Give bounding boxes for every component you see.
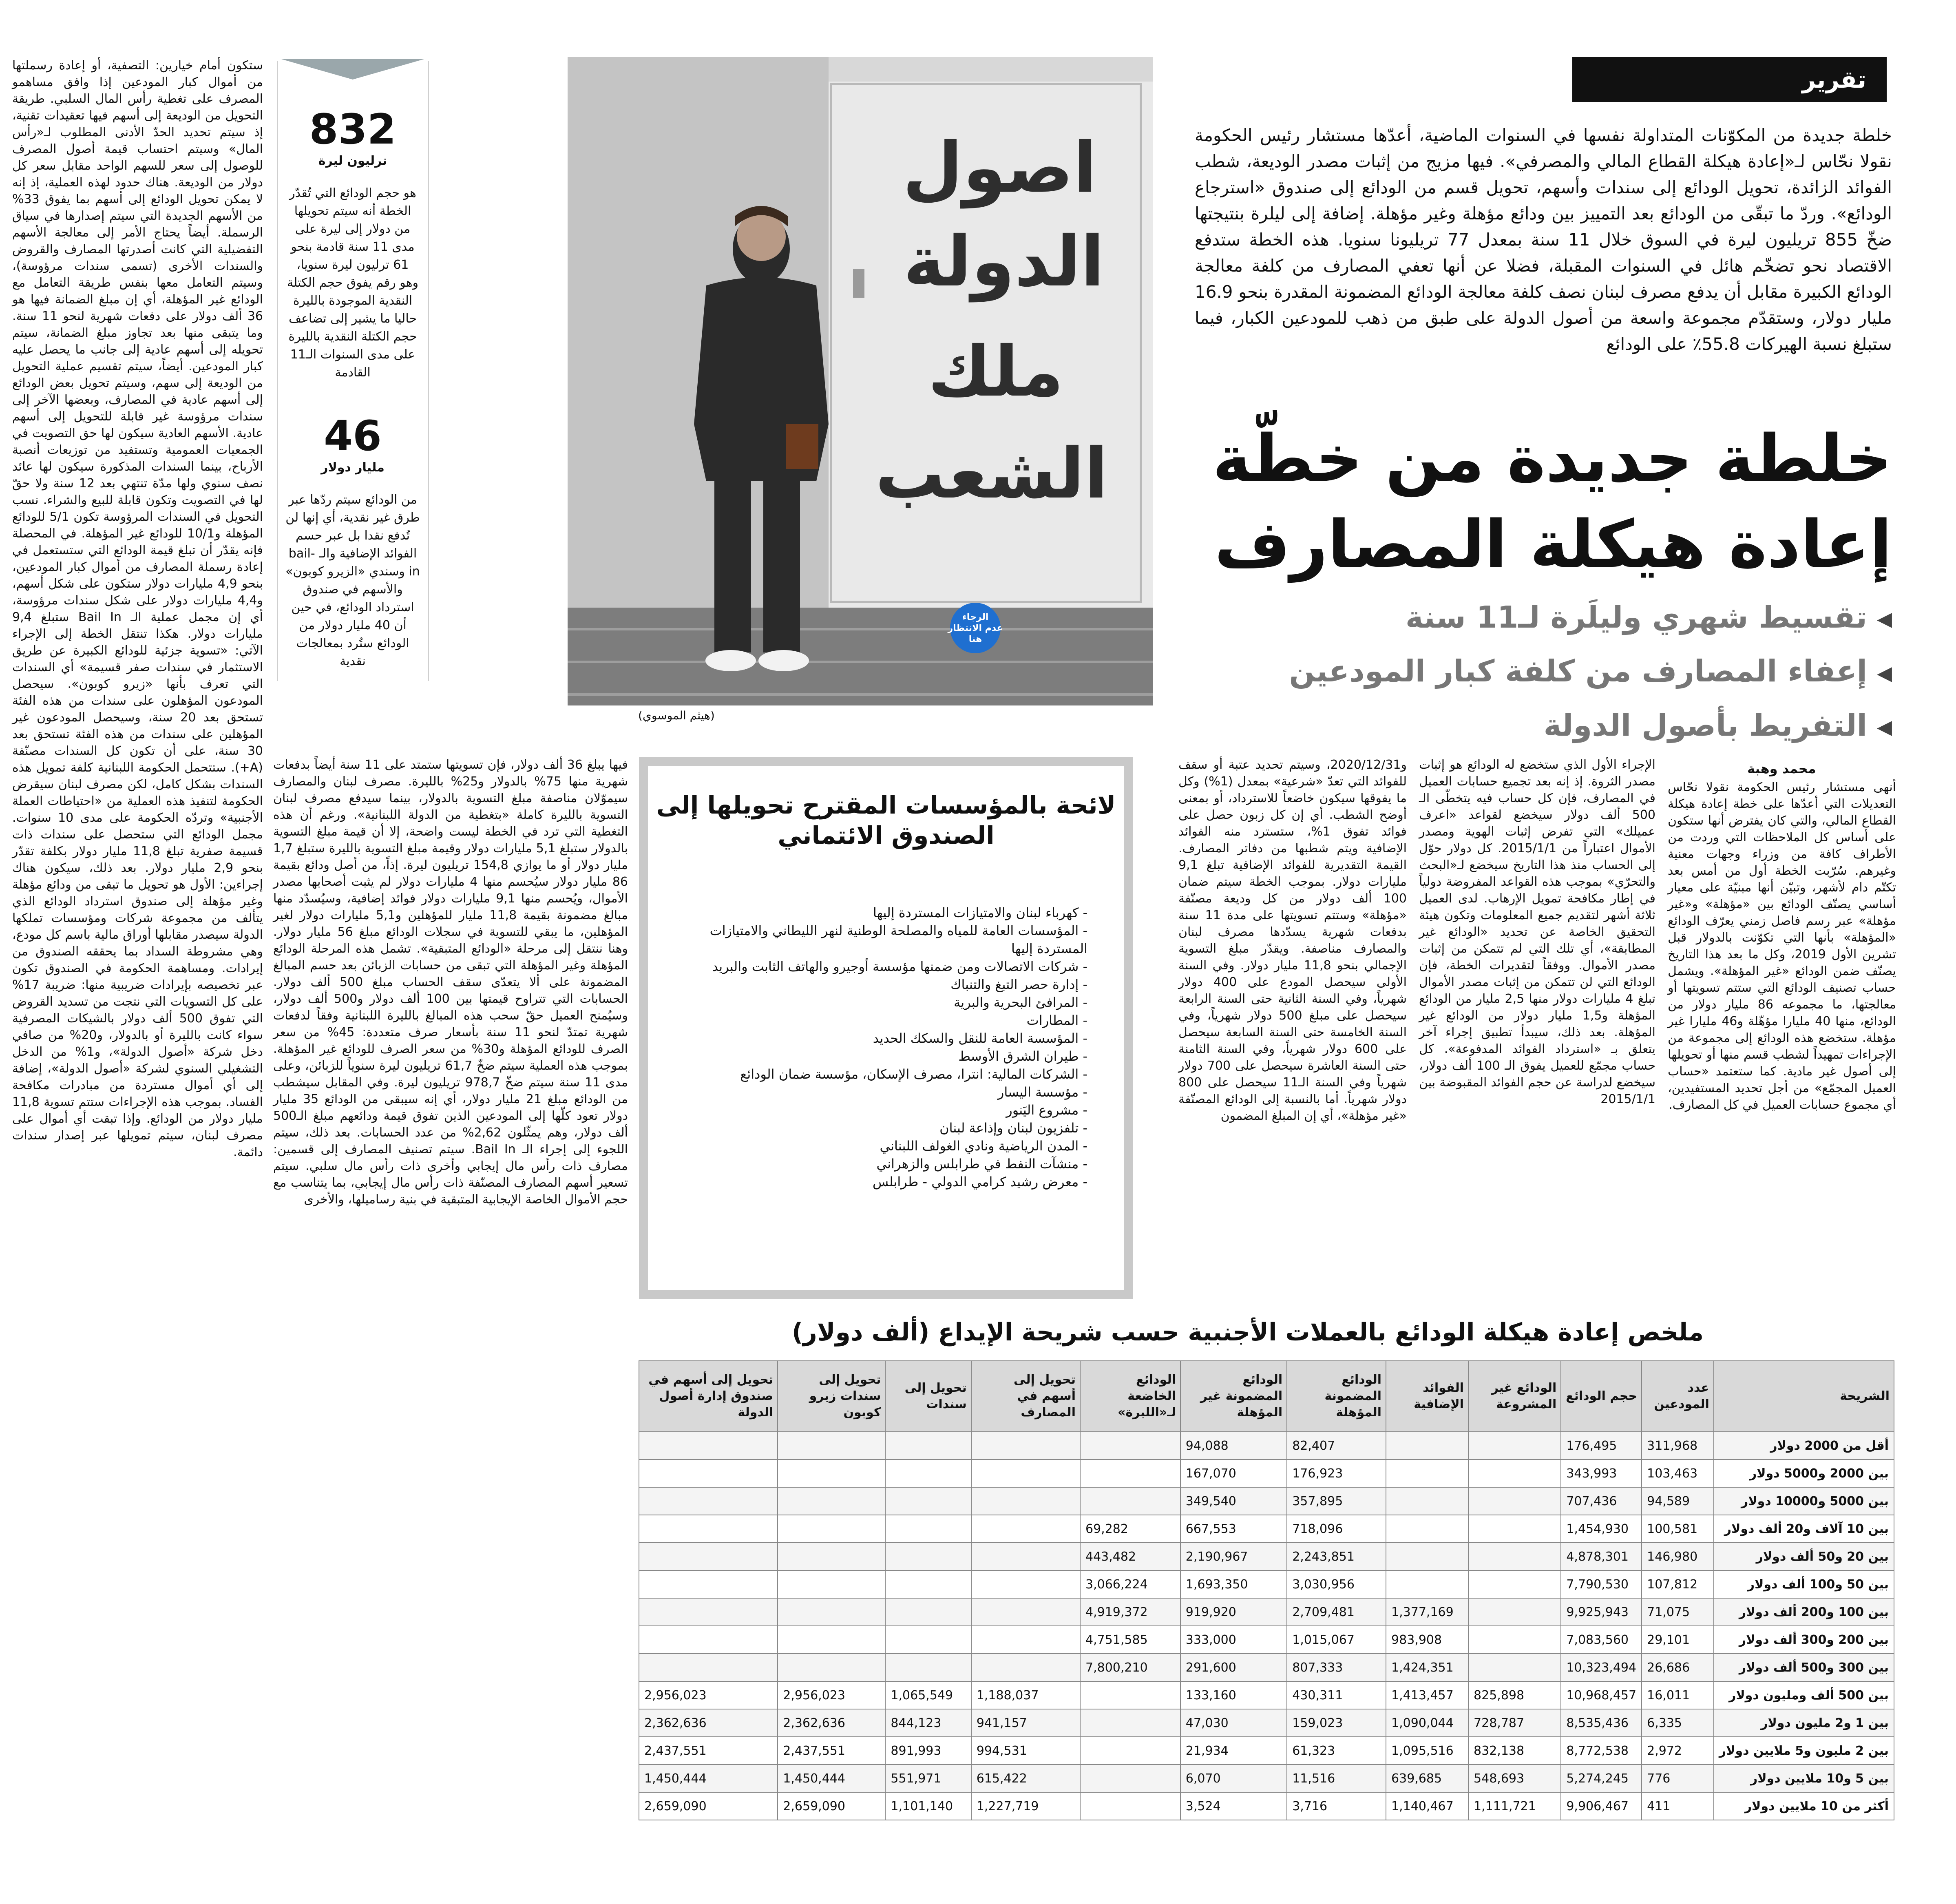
table-cell <box>1386 1515 1468 1543</box>
table-row-label: بين 5000 و10000 دولار <box>1714 1487 1894 1515</box>
table-cell: 2,437,551 <box>778 1737 885 1765</box>
table-cell: 1,015,067 <box>1287 1626 1386 1654</box>
table-cell: 1,140,467 <box>1386 1792 1468 1820</box>
table-cell: 548,693 <box>1468 1765 1561 1792</box>
table-cell: 8,535,436 <box>1561 1709 1642 1737</box>
table-row-label: بين 1 و2 مليون دولار <box>1714 1709 1894 1737</box>
table-cell <box>1468 1570 1561 1598</box>
table-cell: 2,956,023 <box>778 1681 885 1709</box>
table-cell <box>1386 1543 1468 1570</box>
table-row-label: بين 100 و200 ألف دولار <box>1714 1598 1894 1626</box>
table-cell <box>1080 1487 1180 1515</box>
table-cell <box>885 1432 971 1460</box>
table-cell <box>1468 1432 1561 1460</box>
table-cell: 443,482 <box>1080 1543 1180 1570</box>
table-cell <box>1080 1709 1180 1737</box>
table-cell <box>1468 1460 1561 1487</box>
table-cell: 11,516 <box>1287 1765 1386 1792</box>
news-photo <box>568 57 1153 705</box>
list-item: - المطارات <box>1026 1013 1087 1028</box>
table-cell: 1,450,444 <box>639 1765 778 1792</box>
table-cell: 82,407 <box>1287 1432 1386 1460</box>
bullet-text: التفريط بأصول الدولة <box>1543 708 1868 743</box>
table-cell: 994,531 <box>971 1737 1080 1765</box>
table-header-cell: الودائع المضمونة المؤهلة <box>1287 1361 1386 1432</box>
table-row <box>639 1626 1894 1654</box>
table-cell <box>1468 1626 1561 1654</box>
table-cell <box>971 1487 1080 1515</box>
table-cell <box>1386 1432 1468 1460</box>
headline-line: خلطة جديدة من خطّة <box>1212 420 1892 497</box>
triangle-left-icon: ◀ <box>1877 608 1892 631</box>
list-item: - مؤسسة اليسار <box>997 1084 1087 1100</box>
table-header-cell: عدد المودعين <box>1642 1361 1714 1432</box>
table-cell <box>971 1570 1080 1598</box>
table-cell <box>1386 1570 1468 1598</box>
table-cell: 891,993 <box>885 1737 971 1765</box>
table-cell <box>1080 1681 1180 1709</box>
list-item: - تلفزيون لبنان وإذاعة لبنان <box>939 1120 1087 1136</box>
table-cell: 69,282 <box>1080 1515 1180 1543</box>
bullet-item <box>1178 699 1892 753</box>
deposits-table <box>639 1360 1894 1820</box>
table-cell: 2,362,636 <box>639 1709 778 1737</box>
table-cell: 100,581 <box>1642 1515 1714 1543</box>
table-row-label: أكثر من 10 ملايين دولار <box>1714 1792 1894 1820</box>
table-cell: 6,335 <box>1642 1709 1714 1737</box>
triangle-left-icon: ◀ <box>1877 716 1892 739</box>
table-cell: 1,188,037 <box>971 1681 1080 1709</box>
table-cell: 3,716 <box>1287 1792 1386 1820</box>
table-cell: 349,540 <box>1180 1487 1287 1515</box>
table-cell <box>778 1654 885 1681</box>
table-row-label: بين 500 ألف ومليون دولار <box>1714 1681 1894 1709</box>
table-cell: 4,878,301 <box>1561 1543 1642 1570</box>
table-cell <box>639 1460 778 1487</box>
table-row <box>639 1737 1894 1765</box>
list-item: - المؤسسات العامة للمياه والمصلحة الوطنية لنهر الليطاني والامتيازات المستردة إليها <box>709 923 1087 956</box>
table-cell <box>971 1432 1080 1460</box>
table-body <box>639 1432 1894 1820</box>
table-cell: 2,362,636 <box>778 1709 885 1737</box>
table-cell: 807,333 <box>1287 1654 1386 1681</box>
graffiti-line: اصول <box>902 128 1097 208</box>
table-cell <box>885 1487 971 1515</box>
table-cell <box>971 1460 1080 1487</box>
table-cell: 2,956,023 <box>639 1681 778 1709</box>
table-cell <box>639 1626 778 1654</box>
table-cell <box>885 1598 971 1626</box>
table-row <box>639 1598 1894 1626</box>
table-cell: 8,772,538 <box>1561 1737 1642 1765</box>
table-cell <box>639 1515 778 1543</box>
table-cell: 411 <box>1642 1792 1714 1820</box>
table-row <box>639 1792 1894 1820</box>
table-header-cell: حجم الودائع <box>1561 1361 1642 1432</box>
table-cell: 1,227,719 <box>971 1792 1080 1820</box>
table-cell: 26,686 <box>1642 1654 1714 1681</box>
table-cell: 291,600 <box>1180 1654 1287 1681</box>
table-row <box>639 1765 1894 1792</box>
table-cell: 94,088 <box>1180 1432 1287 1460</box>
table-row-label: بين 20 و50 ألف دولار <box>1714 1543 1894 1570</box>
table-row-label: بين 50 و100 ألف دولار <box>1714 1570 1894 1598</box>
table-cell <box>1468 1487 1561 1515</box>
article-column: أنهى مستشار رئيس الحكومة نقولا نحّاس التعديلات التي أعدّها على خطة إعادة هيكلة القطاع المالي، والتي كان يفترض أنها ستكون على أساس كل الملاحظات التي وردت من الأطراف كافة من وزراء وجهات معنية وغيرهم. سُرّبت الخطة أول من أمس بعد تكتّم دام لأشهر، وتبيّن أنها مبنيّة على معيار أساسي يصنّف الودائع بين «مؤهلة» و«غير مؤهلة» عبر رسم فاصل زمني يعرّف الودائع «المؤهلة» بأنها التي تكوّنت بالدولار قبل تشرين الأول 2019، وكل ما بعد هذا التاريخ يصنّف ضمن الودائع «غير المؤهلة». ويشمل حساب تصنيف الودائع التي ستتم تسويتها أو معالجتها، ما مجموعه 86 مليار دولار من الودائع، منها 40 مليارا مؤهّلة و46 مليارا غير مؤهلة. ستخضع هذه الودائع إلى مجموعة من الإجراءات تمهيداً لشطب قسم منها أو تحويلها إلى أصول غير مادية. كما ستعتمد «حساب العميل المجمّع» من أجل تحديد المستفيدين، أي مجموع حسابات العميل في كل المصارف. <box>1668 780 1896 1112</box>
bullet-item <box>1178 591 1892 645</box>
list-item: - شركات الاتصالات ومن ضمنها مؤسسة أوجيرو والهاتف الثابت والبريد <box>712 959 1087 974</box>
table-cell <box>1468 1543 1561 1570</box>
table-cell: 844,123 <box>885 1709 971 1737</box>
table-cell <box>885 1654 971 1681</box>
table-cell <box>639 1570 778 1598</box>
list-item: - إدارة حصر التبغ والتنباك <box>950 977 1087 992</box>
list-item: - مشروع اليَنور <box>1006 1102 1087 1118</box>
table-cell: 10,968,457 <box>1561 1681 1642 1709</box>
table-cell: 1,090,044 <box>1386 1709 1468 1737</box>
article-column: فيها يبلغ 36 ألف دولار، فإن تسويتها ستمتد على 11 سنة أيضاً بدفعات شهرية منها 75% بالدولار و25% بالليرة. مصرف لبنان والمصارف سيموّلان مناصفة مبلغ التسوية بالدولار، بينما سيدفع مصرف لبنان التسوية بالليرة كاملة «بتغطية من الدولة اللبنانية». ورغم أن هذه التغطية التي ترد في الخطة ليست واضحة، إلا أن قيمة مبلغ التسوية بالدولار ستبلغ 5,1 مليارات دولار وقيمة مبلغ التسوية بالليرة ستبلغ 1,7 مليار دولار أو ما يوازي 154,8 تريليون ليرة. إذاً، من أصل ودائع بقيمة 86 مليار دولار سيُحسم منها 4 مليارات دولار لم يثبت أصحابها مصدر الأموال، ويُحسم منها 9,1 مليارات دولار فوائد إضافية، وسيُسدّد منها مبالغ مضمونة بقيمة 11,8 مليار للمؤهلين و5,1 مليارات دولار لغير المؤهلين، ما يبقي للتسوية في سجلات الودائع مبلغ 56 مليار دولار. وهنا ننتقل إلى مرحلة «الودائع المتبقية». تشمل هذه المرحلة الودائع المؤهلة وغير المؤهلة التي تبقى من حسابات الزبائن بعد حسم المبالغ المضمونة على ألا يتعدّى سقف الحساب مبلغ 500 ألف دولار. الحسابات التي تتراوح قيمتها بين 100 ألف دولار و500 ألف دولار، وسيُمنح العميل حقّ سحب هذه المبالغ بالليرة اللبنانية وفقاً لدفعات شهرية تمتدّ لنحو 11 سنة بأسعار صرف متعددة: 45% من سعر الصرف للودائع المؤهلة و30% من سعر الصرف للودائع غير المؤهلة. بموجب هذه العملية سيتم ضخّ 61,7 تريليون ليرة سنوياً للزبائن، وعلى مدى 11 سنة سيتم ضخّ 978,7 تريليون ليرة. وفي المقابل سيشطب من الودائع مبلغ 21 مليار دولار، أي إنه سيبقى من الودائع 35 مليار دولار تعود كلّها إلى المودعين الذين تفوق قيمة ودائعهم مبلغ الـ500 ألف دولار، وهم يمثّلون 2,62% من عدد الحسابات. بعد ذلك، سيتم اللجوء إلى إجراء الـ Bail In. سيتم تصنيف المصارف إلى قسمين: مصارف ذات رأس مال إيجابي وأخرى ذات رأس مال سلبي. سيتم تسعير أسهم المصارف المصنّفة ذات رأس مال إيجابي، بما يتناسب مع حجم الأموال الخاصة الإيجابية المتبقية في بنية رساميلها، والأخرى <box>273 758 628 1207</box>
table-cell: 7,800,210 <box>1080 1654 1180 1681</box>
table-cell <box>639 1654 778 1681</box>
table-cell <box>778 1570 885 1598</box>
author-byline: محمد وهبة <box>1747 761 1816 776</box>
table-cell <box>971 1515 1080 1543</box>
intro-paragraph: خلطة جديدة من المكوّنات المتداولة نفسها في السنوات الماضية، أعدّها مستشار رئيس الحكومة نقولا نحّاس لـ«إعادة هيكلة القطاع المالي والمصرفي». فيها مزيج من إثبات مصدر الوديعة، شطب الفوائد الزائدة، تحويل الودائع إلى سندات وأسهم، تحويل قسم من الودائع إلى صندوق «استرجاع الودائع». وردّ ما تبقّى من الودائع بعد التمييز بين ودائع مؤهلة وغير مؤهلة. إضافة إلى ليلرة بنتيجتها ضخّ 855 تريليون ليرة في السوق خلال 11 سنة بمعدل 77 تريليونا سنويا. هذه الخطة ستدفع الاقتصاد نحو تضخّم هائل في السنوات المقبلة، فضلا عن أنها تعفي المصارف من كلفة معالجة الودائع الكبيرة مقابل أن يدفع مصرف لبنان نصف كلفة معالجة الودائع المضمونة المقدرة بنحو 16.9 مليار دولار، وستقدّم مجموعة واسعة من أصول الدولة على طبق من ذهب للمودعين الكبار، فيما ستبلغ نسبة الهيركات 55.8٪ على الودائع <box>1195 125 1892 354</box>
table-header-cell: الشريحة <box>1714 1361 1894 1432</box>
table-row-label: بين 10 آلاف و20 ألف دولار <box>1714 1515 1894 1543</box>
table-cell <box>885 1626 971 1654</box>
article-column: و2020/12/31، وسيتم تحديد عتبة أو سقف للفوائد التي تعدّ «شرعية» بمعدل (1%) وكل ما يفوقها سيكون خاضعاً للاسترداد، أو بمعنى أوضح الشطب. أي إن كل زبون حصل على فوائد تفوق 1%، ستسترد منه الفوائد الإضافية ويتم شطبها من دفاتر المصارف. القيمة التقديرية للفوائد الإضافية تبلغ 9,1 مليارات دولار. بموجب الخطة سيتم ضمان 100 ألف دولار من كل وديعة مصنّفة «مؤهلة» وستتم تسويتها على مدة 11 سنة بدفعات شهرية يسدّدها مصرف لبنان والمصارف مناصفة. ويقدّر مبلغ التسوية الإجمالي بنحو 11,8 مليار دولار. وفي السنة الأولى سيحصل المودع على 400 دولار شهرياً، وفي السنة الثانية حتى السنة الرابعة سيحصل على مبلغ 500 دولار شهرياً، وفي السنة الخامسة حتى السنة السابعة سيحصل على 600 دولار شهرياً، وفي السنة الثامنة حتى السنة العاشرة سيحصل على 700 دولار شهرياً وفي السنة الـ11 سيحصل على 800 دولار شهرياً. أما بالنسبة إلى الودائع المصنّفة «غير مؤهلة»، أي إن المبلغ المضمون <box>1178 758 1407 1123</box>
table-cell: 10,323,494 <box>1561 1654 1642 1681</box>
table-cell: 2,659,090 <box>778 1792 885 1820</box>
table-cell: 728,787 <box>1468 1709 1561 1737</box>
table-cell <box>971 1654 1080 1681</box>
table-cell <box>885 1515 971 1543</box>
sidebar-triangle-icon <box>281 59 424 80</box>
table-cell <box>639 1598 778 1626</box>
table-header-cell: الفوائد الإضافية <box>1386 1361 1468 1432</box>
table-cell: 1,424,351 <box>1386 1654 1468 1681</box>
table-cell: 639,685 <box>1386 1765 1468 1792</box>
table-row-label: بين 2 مليون و5 ملايين دولار <box>1714 1737 1894 1765</box>
table-cell <box>778 1432 885 1460</box>
table-cell: 343,993 <box>1561 1460 1642 1487</box>
table-cell <box>1468 1654 1561 1681</box>
table-cell: 47,030 <box>1180 1709 1287 1737</box>
table-header-cell: الودائع الخاضعة لـ«الليرة» <box>1080 1361 1180 1432</box>
table-row-label: بين 300 و500 ألف دولار <box>1714 1654 1894 1681</box>
table-cell <box>971 1543 1080 1570</box>
list-item: - كهرباء لبنان والامتيازات المستردة إليها <box>873 905 1087 920</box>
photo-credit: (هيثم الموسوي) <box>638 709 715 722</box>
table-cell: 430,311 <box>1287 1681 1386 1709</box>
table-title: ملخص إعادة هيكلة الودائع بالعملات الأجنبية حسب شريحة الإيداع (ألف دولار) <box>791 1318 1704 1347</box>
table-row <box>639 1709 1894 1737</box>
table-cell <box>1080 1737 1180 1765</box>
table-cell: 4,751,585 <box>1080 1626 1180 1654</box>
table-cell: 133,160 <box>1180 1681 1287 1709</box>
institutions-box <box>639 757 1133 1299</box>
graffiti-line: الشعب <box>875 433 1108 514</box>
box-title: لائحة بالمؤسسات المقترح تحويلها إلى الصندوق الائتماني <box>656 791 1116 850</box>
table-header-cell: تحويل إلى أسهم في المصارف <box>971 1361 1080 1432</box>
list-item: - معرض رشيد كرامي الدولي - طرابلس <box>873 1174 1087 1190</box>
table-cell: 551,971 <box>885 1765 971 1792</box>
table-row-label: بين 200 و300 ألف دولار <box>1714 1626 1894 1654</box>
table-header-cell: الودائع غير المشروعة <box>1468 1361 1561 1432</box>
headline-line: إعادة هيكلة المصارف <box>1214 506 1892 582</box>
list-item: - الشركات المالية: انترا، مصرف الإسكان، مؤسسة ضمان الودائع <box>740 1066 1087 1082</box>
sign-line: عدم الانتظار <box>948 623 1003 633</box>
table-cell: 615,422 <box>971 1765 1080 1792</box>
table-row <box>639 1487 1894 1515</box>
table-cell: 7,083,560 <box>1561 1626 1642 1654</box>
table-header-cell: تحويل إلى أسهم في صندوق إدارة أصول الدولة <box>639 1361 778 1432</box>
stat-number: 832 <box>309 105 396 154</box>
table-row-label: بين 5 و10 ملايين دولار <box>1714 1765 1894 1792</box>
bullet-item <box>1178 645 1892 699</box>
table-cell <box>971 1598 1080 1626</box>
table-cell: 311,968 <box>1642 1432 1714 1460</box>
table-cell: 667,553 <box>1180 1515 1287 1543</box>
table-cell <box>971 1626 1080 1654</box>
table-cell <box>1080 1460 1180 1487</box>
table-row <box>639 1654 1894 1681</box>
table-cell <box>778 1515 885 1543</box>
table-header-cell: تحويل إلى سندات <box>885 1361 971 1432</box>
table-row-label: بين 2000 و5000 دولار <box>1714 1460 1894 1487</box>
table-row <box>639 1681 1894 1709</box>
table-cell <box>778 1598 885 1626</box>
section-tag-label: تقرير <box>1802 66 1866 93</box>
table-cell <box>778 1460 885 1487</box>
table-row <box>639 1515 1894 1543</box>
table-cell <box>639 1487 778 1515</box>
table-cell <box>778 1626 885 1654</box>
table-cell <box>1080 1792 1180 1820</box>
table-cell: 16,011 <box>1642 1681 1714 1709</box>
graffiti-line: ملك <box>928 332 1064 412</box>
article-column: الإجراء الأول الذي ستخضع له الودائع هو إثبات مصدر الثروة. إذ إنه بعد تجميع حسابات العميل في المصارف، فإن كل حساب فيه يتخطّى الـ 500 ألف دولار سيخضع لقواعد «اعرف عميلك» التي تفرض إثبات الهوية ومصدر الأموال اعتباراً من 2015/1/1. كل دولار حوّل إلى الحساب منذ هذا التاريخ سيخضع لـ«البحث والتحرّي» بموجب هذه القواعد المفروضة دولياً في إطار مكافحة تمويل الإرهاب. لدى العميل ثلاثة أشهر لتقديم جميع المعلومات وتكون هيئة التحقيق الخاصة عن تحديد «الودائع غير المطابقة»، أي تلك التي لم تتمكن من إثبات مصدر الأموال. ووفقاً لتقديرات الخطة، فإن الودائع التي لن تتمكن من إثبات مصدر الأموال تبلغ 4 مليارات دولار منها 2,5 مليار من الودائع المؤهلة و1,5 مليار دولار من الودائع غير المؤهلة. بعد ذلك، سيبدأ تطبيق إجراء آخر يتعلق بـ «استرداد الفوائد المدفوعة». كل حساب مجمّع للعميل يفوق الـ 100 ألف دولار، سيخضع لدراسة عن حجم الفوائد المقبوضة بين 2015/1/1 <box>1419 758 1655 1106</box>
stat-unit: ترليون ليرة <box>318 154 387 168</box>
table-cell: 1,111,721 <box>1468 1792 1561 1820</box>
bullet-text: تقسيط شهري وليلَرة لـ11 سنة <box>1405 600 1868 635</box>
table-cell: 107,812 <box>1642 1570 1714 1598</box>
table-cell: 21,934 <box>1180 1737 1287 1765</box>
table-row <box>639 1543 1894 1570</box>
box-list <box>648 904 1124 1191</box>
table-row <box>639 1432 1894 1460</box>
stat-block <box>281 105 424 382</box>
list-item: - طيران الشرق الأوسط <box>958 1048 1087 1064</box>
graffiti-line: الدولة <box>903 221 1105 302</box>
table-cell: 1,450,444 <box>778 1765 885 1792</box>
table-cell: 983,908 <box>1386 1626 1468 1654</box>
list-item: - منشآت النفط في طرابلس والزهراني <box>876 1156 1087 1172</box>
table-cell: 2,190,967 <box>1180 1543 1287 1570</box>
table-header-cell: تحويل إلى سندات زيرو كوبون <box>778 1361 885 1432</box>
sidebar-divider <box>428 61 429 681</box>
table-cell: 1,454,930 <box>1561 1515 1642 1543</box>
table-cell: 941,157 <box>971 1709 1080 1737</box>
table-cell: 1,065,549 <box>885 1681 971 1709</box>
table-cell <box>1386 1460 1468 1487</box>
article-column: ستكون أمام خيارين: التصفية، أو إعادة رسملتها من أموال كبار المودعين إذا وافق مساهمو المصرف على تغطية رأس المال السلبي. طريقة التحويل من الوديعة إلى أسهم فيها تعقيدات تقنية، إذ سيتم تحديد الحدّ الأدنى المطلوب لـ«رأس المال» وسيتم احتساب قيمة أصول المصرف للوصول إلى سعر للسهم الواحد مقابل سعر كل دولار من الوديعة. هناك حدود لهذه العملية، إذ إنه لا يمكن تحويل الودائع إلى أسهم بما يفوق 33% من الأسهم الجديدة التي سيتم إصدارها في سياق الرسملة. أيضاً يحتاج الأمر إلى معالجة الأسهم التفضيلية التي كانت أصدرتها المصارف والقروض والسندات الأخرى (تسمى سندات مرؤوسة)، وسيتم التعامل معها بنفس طريقة التعامل مع الودائع غير المؤهلة، أي إن مبلغ الضمانة فيها هو 36 ألف دولار على دفعات شهرية لنحو 11 سنة. وما يتبقى منها بعد تجاوز مبلغ الضمانة، سيتم تحويله إلى أسهم عادية إلى جانب ما يحصل عليه كبار المودعين. أيضاً، سيتم تقسيم عملية التحويل من الوديعة إلى سهم، وسيتم تحويل بعض الودائع إلى أسهم عادية في المصارف، وبعضها الآخر إلى سندات مرؤوسة غير قابلة للتحويل إلى أسهم عادية. الأسهم العادية سيكون لها حق التصويت في الجمعيات العمومية وتستفيد من توزيعات أنصبة الأرباح، بينما السندات المذكورة سيكون لها عائد نصف سنوي ولها مدّة تنتهي بعد 12 سنة ولا حقّ لها في التصويت وتكون قابلة للبيع والشراء. نسب التحويل في السندات المرؤوسة تكون 5/1 للودائع المؤهلة و10/1 للودائع غير المؤهلة. في المحصلة فإنه يقدّر أن تبلغ قيمة الودائع التي ستستعمل في إعادة رسملة المصارف من أموال كبار المودعين، بنحو 4,9 مليارات دولار ستكون على شكل أسهم، و4,4 مليارات دولار على شكل سندات مرؤوسة، أي إن مجمل عملية الـ Bail In ستبلغ 9,4 مليارات دولار. هكذا تنتقل الخطة إلى الإجراء الآتي: «تسوية جزئية للودائع الكبيرة عن طريق الاستثمار في سندات صفر قسيمة» أي السندات التي تعرف بأنها «زيرو كوبون». سيحصل المودعون المؤهلون على سندات من هذه الفئة تستحق بعد 20 سنة، وسيحصل المودعون غير المؤهلين على سندات من هذه الفئة تستحق بعد 30 سنة، على أن تكون كل السندات مصنّفة (A+). ستتحمل الحكومة اللبنانية كلفة تمويل هذه السندات بشكل كامل، لكن مصرف لبنان سيقرض الحكومة لتنفيذ هذه العملية من «احتياطات العملة الأجنبية» وتردّه الحكومة على مدى 10 سنوات. مجمل الودائع التي ستحصل على سندات ذات قسيمة صفرية تبلغ 11,8 مليار دولار بكلفة تقدّر بنحو 2,9 مليار دولار. بعد ذلك، سيكون هناك إجراءين: الأول هو تحويل ما تبقى من ودائع مؤهلة وغير مؤهلة إلى صندوق استرداد الودائع الذي يتألف من مجموعة شركات ومؤسسات تملكها الدولة سيصدر مقابلها أوراق مالية باسم كل مودع، وهي مشروطة السداد بما يحققه الصندوق من إيرادات. ومساهمة الحكومة في الصندوق تكون عبر تخصيصه بإيرادات ضريبية منها: ضريبة 17% على كل التسويات التي نتجت من تسديد القروض التي تفوق 500 ألف دولار بالشيكات المصرفية سواء كانت بالليرة أو بالدولار، و20% من صافي دخل شركة «أصول الدولة»، و1% من الدخل التشغيلي السنوي لشركة «أصول الدولة»، إضافة إلى أي أموال مستردة من مبادرات مكافحة الفساد. بموجب هذه الإجراءات ستتم تسوية 11,8 مليار دولار من الودائع. وإذا تبقت أي أموال على مصرف لبنان، سيتم تمويلها عبر إصدار سندات دائمة. <box>12 58 263 1159</box>
table-cell <box>778 1543 885 1570</box>
table-cell: 94,589 <box>1642 1487 1714 1515</box>
table-cell <box>639 1543 778 1570</box>
table-cell: 6,070 <box>1180 1765 1287 1792</box>
table-cell: 176,923 <box>1287 1460 1386 1487</box>
table-cell: 103,463 <box>1642 1460 1714 1487</box>
table-cell: 357,895 <box>1287 1487 1386 1515</box>
table-cell: 9,906,467 <box>1561 1792 1642 1820</box>
table-cell: 3,030,956 <box>1287 1570 1386 1598</box>
table-cell <box>1080 1432 1180 1460</box>
table-cell <box>885 1570 971 1598</box>
table-cell: 1,693,350 <box>1180 1570 1287 1598</box>
headline <box>1178 416 1892 587</box>
table-cell <box>885 1543 971 1570</box>
table-cell: 3,066,224 <box>1080 1570 1180 1598</box>
table-cell: 333,000 <box>1180 1626 1287 1654</box>
table-row <box>639 1460 1894 1487</box>
stat-text: هو حجم الودائع التي تُقدّر الخطة أنه سيتم تحويلها من دولار إلى ليرة على مدى 11 سنة قادمة بنحو 61 ترليون ليرة سنويا، وهو رقم يفوق حجم الكتلة النقدية الموجودة بالليرة حاليا ما يشير إلى تضاعف حجم الكتلة النقدية بالليرة على مدى السنوات الـ11 القادمة <box>287 186 419 380</box>
list-item: - المدن الرياضية ونادي الغولف اللبناني <box>880 1138 1087 1154</box>
table-cell: 29,101 <box>1642 1626 1714 1654</box>
table-cell: 4,919,372 <box>1080 1598 1180 1626</box>
table-cell: 1,101,140 <box>885 1792 971 1820</box>
table-cell <box>778 1487 885 1515</box>
stat-text: من الودائع سيتم ردّها عبر طرق غير نقدية، أي إنها لن تُدفع نقدا بل عبر حسم الفوائد الإضافية والـ bail-in وسندي «الزيرو كوبون» والأسهم في صندوق استرداد الودائع، في حين أن 40 مليار دولار من الودائع ستُرد بمعالجات نقدية <box>285 493 420 668</box>
table-cell <box>1468 1598 1561 1626</box>
table-row <box>639 1570 1894 1598</box>
table-cell: 3,524 <box>1180 1792 1287 1820</box>
table-cell: 832,138 <box>1468 1737 1561 1765</box>
sign-line: هنا <box>968 634 982 644</box>
table-cell: 7,790,530 <box>1561 1570 1642 1598</box>
subhead-bullets <box>1178 591 1892 753</box>
table-cell: 71,075 <box>1642 1598 1714 1626</box>
stat-number: 46 <box>324 412 382 460</box>
table-cell: 146,980 <box>1642 1543 1714 1570</box>
table-cell <box>639 1432 778 1460</box>
section-tag <box>1572 57 1887 102</box>
stat-block <box>281 412 424 670</box>
table-cell <box>1386 1487 1468 1515</box>
table-cell: 1,413,457 <box>1386 1681 1468 1709</box>
table-header-cell: الودائع المضمونة غير المؤهلة <box>1180 1361 1287 1432</box>
table-cell: 2,243,851 <box>1287 1543 1386 1570</box>
list-item: - المرافئ البحرية والبرية <box>954 995 1087 1010</box>
table-cell: 2,659,090 <box>639 1792 778 1820</box>
table-cell: 1,095,516 <box>1386 1737 1468 1765</box>
table-cell <box>885 1460 971 1487</box>
table-cell: 2,437,551 <box>639 1737 778 1765</box>
table-cell: 9,925,943 <box>1561 1598 1642 1626</box>
table-row-label: أقل من 2000 دولار <box>1714 1432 1894 1460</box>
triangle-left-icon: ◀ <box>1877 661 1892 685</box>
table-cell: 5,274,245 <box>1561 1765 1642 1792</box>
table-cell: 919,920 <box>1180 1598 1287 1626</box>
table-cell: 718,096 <box>1287 1515 1386 1543</box>
table-cell <box>1468 1515 1561 1543</box>
table-cell: 707,436 <box>1561 1487 1642 1515</box>
table-header-row <box>639 1361 1894 1432</box>
table-cell: 176,495 <box>1561 1432 1642 1460</box>
table-cell: 61,323 <box>1287 1737 1386 1765</box>
table-cell: 776 <box>1642 1765 1714 1792</box>
table-cell <box>1080 1765 1180 1792</box>
table-cell: 167,070 <box>1180 1460 1287 1487</box>
table-cell: 2,709,481 <box>1287 1598 1386 1626</box>
table-cell: 159,023 <box>1287 1709 1386 1737</box>
list-item: - المؤسسة العامة للنقل والسكك الحديد <box>873 1031 1087 1046</box>
sidebar-divider <box>277 61 278 681</box>
stat-unit: مليار دولار <box>321 460 385 475</box>
table-cell: 1,377,169 <box>1386 1598 1468 1626</box>
sign-line: الرجاء <box>962 612 989 622</box>
bullet-text: إعفاء المصارف من كلفة كبار المودعين <box>1289 654 1868 689</box>
table-cell: 2,972 <box>1642 1737 1714 1765</box>
table-cell: 825,898 <box>1468 1681 1561 1709</box>
